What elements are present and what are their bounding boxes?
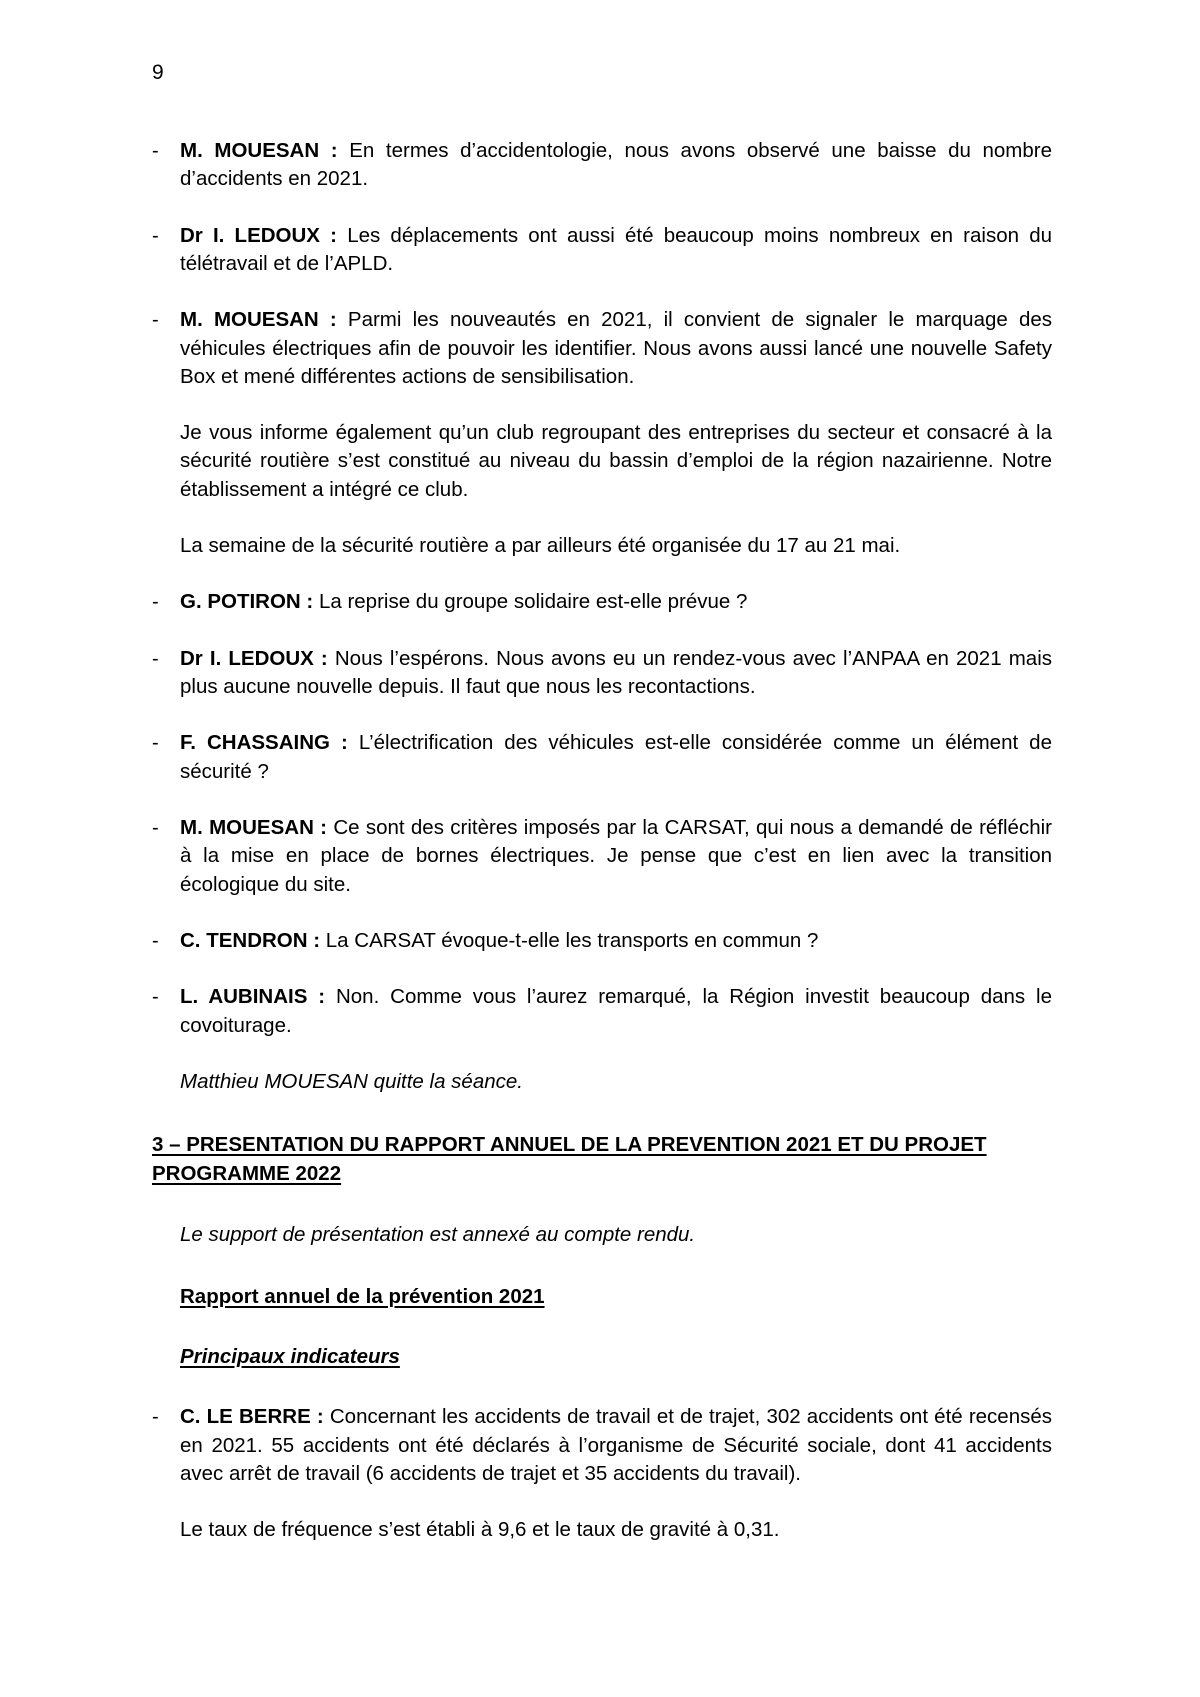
speaker-name: G. POTIRON : (180, 590, 314, 614)
page-number: 9 (152, 61, 164, 84)
speaker-name: L. AUBINAIS : (180, 985, 326, 1009)
speech-text: Ce sont des critères imposés par la CARSAT, qui nous a demandé de réfléchir à la mise en place de bornes électriques. Je pense que c’est en lien avec la transition écologique du site. (180, 816, 1052, 896)
dialogue-mouesan-2 (152, 306, 1052, 391)
bullet-dash: - (152, 1406, 159, 1429)
bullet-dash: - (152, 732, 159, 755)
dialogue-tendron-1 (152, 927, 1052, 956)
dialogue-text (180, 306, 1052, 391)
note-mouesan-quitte-seance: Matthieu MOUESAN quitte la séance. (180, 1070, 523, 1093)
dialogue-potiron-1 (152, 588, 1052, 617)
dialogue-chassaing-1 (152, 729, 1052, 786)
speaker-name: M. MOUESAN : (180, 816, 328, 839)
speaker-name: M. MOUESAN : (180, 139, 338, 163)
speech-text: En termes d’accidentologie, nous avons observé une baisse du nombre d’accidents en 2021. (180, 139, 1052, 191)
sub-heading-rapport-annuel: Rapport annuel de la prévention 2021 (180, 1284, 545, 1308)
speaker-name: C. LE BERRE : (180, 1405, 324, 1429)
bullet-dash: - (152, 986, 159, 1009)
speaker-name: M. MOUESAN : (180, 308, 337, 332)
bullet-dash: - (152, 647, 159, 670)
bullet-dash: - (152, 309, 159, 332)
bullet-dash: - (152, 140, 159, 163)
speaker-name: F. CHASSAING : (180, 731, 348, 755)
speech-text: Concernant les accidents de travail et de trajet, 302 accidents ont été recensés en 2021. 55 accidents ont été déclarés à l’organisme de Sécurité sociale, dont 41 accidents avec arrêt de travail (6 accidents de trajet et 35 accidents du travail). (180, 1405, 1052, 1485)
dialogue-ledoux-2 (152, 645, 1052, 702)
bullet-dash: - (152, 591, 159, 614)
dialogue-text (180, 137, 1052, 194)
speech-text: Non. Comme vous l’aurez remarqué, la Région investit beaucoup dans le covoiturage. (180, 985, 1052, 1037)
speech-text: Parmi les nouveautés en 2021, il convient de signaler le marquage des véhicules électriques afin de pouvoir les identifier. Nous avons aussi lancé une nouvelle Safety Box et mené différentes actions de sensibilisation. (180, 308, 1052, 388)
paragraph-taux-frequence-gravite: Le taux de fréquence s’est établi à 9,6 et le taux de gravité à 0,31. (180, 1518, 780, 1542)
document-body (152, 137, 1052, 1544)
dialogue-ledoux-1 (152, 222, 1052, 279)
dialogue-text (180, 588, 1052, 616)
bullet-dash: - (152, 224, 159, 247)
speaker-name: Dr I. LEDOUX : (180, 646, 328, 670)
dialogue-text (180, 927, 1052, 955)
speech-text: La reprise du groupe solidaire est-elle prévue ? (313, 590, 748, 614)
speech-text: Nous l’espérons. Nous avons eu un rendez-vous avec l’ANPAA en 2021 mais plus aucune nouvelle depuis. Il faut que nous les recontactions. (180, 646, 1053, 699)
dialogue-text (180, 645, 1052, 702)
dialogue-text (180, 222, 1052, 279)
section-heading-3: 3 – PRESENTATION DU RAPPORT ANNUEL DE LA PREVENTION 2021 ET DU PROJET PROGRAMME 2022 (152, 1133, 987, 1186)
dialogue-mouesan-1 (152, 137, 1052, 194)
speech-text: L’électrification des véhicules est-elle considérée comme un élément de sécurité ? (180, 731, 1052, 783)
speech-text: La CARSAT évoque-t-elle les transports en commun ? (320, 928, 819, 952)
bullet-dash: - (152, 817, 159, 839)
dialogue-le-berre-1 (152, 1403, 1052, 1488)
speech-text: Les déplacements ont aussi été beaucoup moins nombreux en raison du télétravail et de l’APLD. (180, 223, 1052, 276)
dialogue-text (180, 1403, 1052, 1488)
dialogue-text (180, 814, 1052, 899)
dialogue-text (180, 729, 1052, 786)
paragraph-semaine-securite-routiere: La semaine de la sécurité routière a par ailleurs été organisée du 17 au 21 mai. (180, 534, 901, 557)
dialogue-text (180, 983, 1052, 1040)
note-support-presentation: Le support de présentation est annexé au compte rendu. (180, 1222, 696, 1246)
speaker-name: Dr I. LEDOUX : (180, 223, 337, 247)
speaker-name: C. TENDRON : (180, 928, 321, 952)
dialogue-mouesan-3 (152, 814, 1052, 899)
sub-sub-heading-principaux-indicateurs: Principaux indicateurs (180, 1345, 400, 1369)
dialogue-aubinais-1 (152, 983, 1052, 1040)
bullet-dash: - (152, 929, 159, 952)
paragraph-club-securite-routiere: Je vous informe également qu’un club regroupant des entreprises du secteur et consacré à la sécurité routière s’est constitué au niveau du bassin d’emploi de la région nazairienne. Notre établissement a intégré ce club. (180, 421, 1052, 501)
